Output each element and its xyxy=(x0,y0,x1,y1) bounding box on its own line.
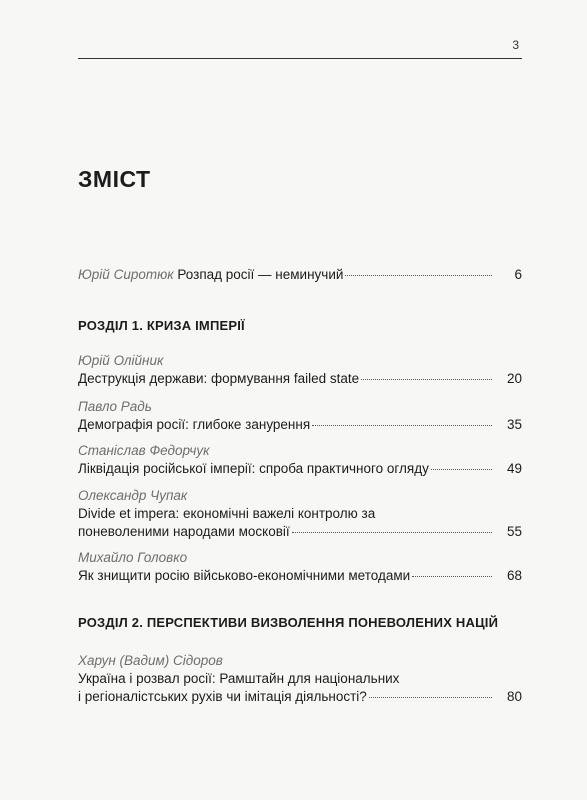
toc-entry[interactable] xyxy=(78,398,522,434)
entry-page: 35 xyxy=(506,417,522,432)
section-heading-1: РОЗДІЛ 1. КРИЗА ІМПЕРІЇ xyxy=(78,318,245,333)
entry-author: Харун (Вадим) Сідоров xyxy=(78,653,223,668)
toc-entry[interactable] xyxy=(78,549,522,585)
dot-leader xyxy=(361,378,492,380)
toc-entry[interactable] xyxy=(78,442,522,478)
dot-leader xyxy=(312,424,492,426)
section-heading-2: РОЗДІЛ 2. ПЕРСПЕКТИВИ ВИЗВОЛЕННЯ ПОНЕВОЛЕНИХ НАЦІЙ xyxy=(78,615,499,630)
entry-author: Михайло Головко xyxy=(78,550,188,565)
entry-title-line2: поневоленими народами московії xyxy=(78,524,290,539)
dot-leader xyxy=(369,696,492,698)
header-rule xyxy=(78,58,522,59)
entry-page: 80 xyxy=(506,689,522,704)
dot-leader xyxy=(292,531,492,533)
dot-leader xyxy=(431,468,492,470)
entry-title: Ліквідація російської імперії: спроба практичного огляду xyxy=(78,461,429,476)
entry-title: Деструкція держави: формування failed state xyxy=(78,371,360,386)
page-number: 3 xyxy=(512,38,519,52)
toc-entry[interactable] xyxy=(78,487,522,541)
entry-author: Станіслав Федорчук xyxy=(78,443,210,458)
entry-title: Розпад росії — неминучий xyxy=(177,267,344,282)
entry-page: 68 xyxy=(506,568,522,583)
entry-page: 20 xyxy=(506,371,522,386)
entry-title-line1: Divide et impera: економічні важелі контролю за xyxy=(78,506,376,521)
entry-title-line2: і регіоналістських рухів чи імітація діяльності? xyxy=(78,689,367,704)
entry-page: 49 xyxy=(506,461,522,476)
entry-page: 55 xyxy=(506,524,522,539)
entry-author: Олександр Чупак xyxy=(78,488,188,503)
dot-leader xyxy=(345,274,492,276)
entry-title: Як знищити росію військово-економічними методами xyxy=(78,568,411,583)
toc-entry[interactable] xyxy=(78,352,522,388)
entry-page: 6 xyxy=(514,267,522,282)
entry-author: Юрій Олійник xyxy=(78,353,164,368)
toc-entry[interactable] xyxy=(78,652,522,706)
toc-entry-intro[interactable] xyxy=(78,266,522,284)
entry-title-line1: Україна і розвал росії: Рамштайн для національних xyxy=(78,671,400,686)
contents-title: ЗМІСТ xyxy=(78,166,151,192)
entry-author: Юрій Сиротюк xyxy=(78,267,174,282)
dot-leader xyxy=(412,575,492,577)
entry-author: Павло Радь xyxy=(78,399,152,414)
entry-title: Демографія росії: глибоке занурення xyxy=(78,417,311,432)
